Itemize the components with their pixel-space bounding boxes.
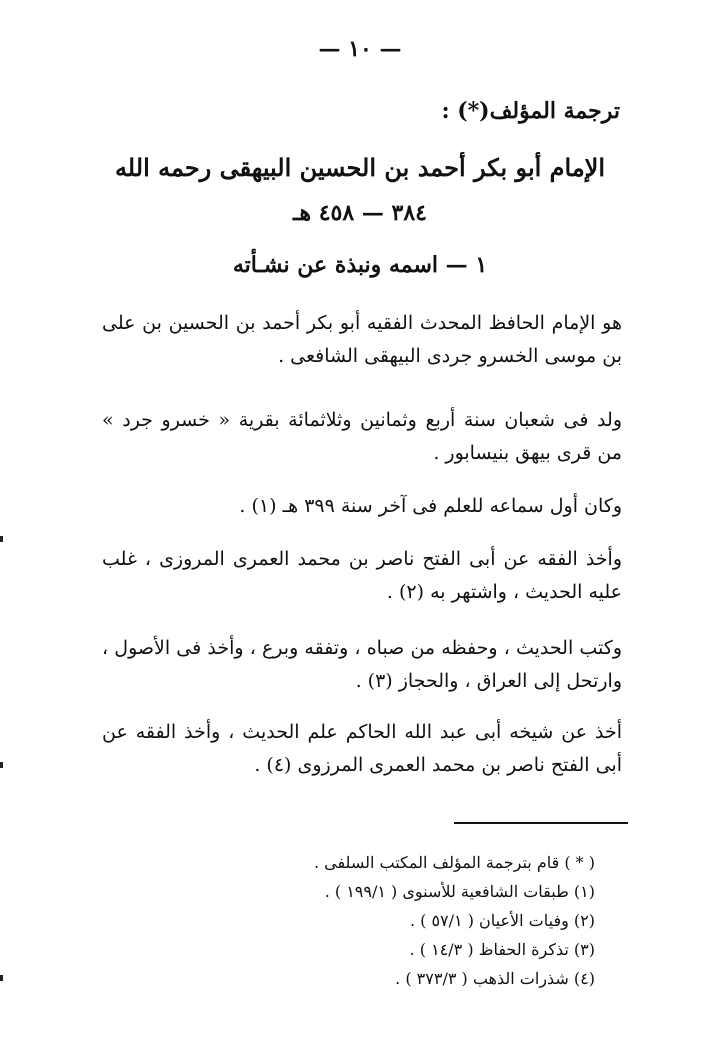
paragraph-3: وكان أول سماعه للعلم فى آخر سنة ٣٩٩ هـ (١) . <box>239 495 622 517</box>
chapter-subheading: ١ — اسمه ونبذة عن نشـأته <box>232 252 488 278</box>
scan-edge-mark <box>0 536 3 542</box>
page-number: — ١٠ — <box>318 36 402 62</box>
paragraph-4: وأخذ الفقه عن أبى الفتح ناصر بن محمد العمرى المروزى ، غلب عليه الحديث ، واشتهر به (٢) . <box>102 548 622 603</box>
author-name-title: الإمام أبو بكر أحمد بن الحسين البيهقى رحمه الله <box>114 153 606 182</box>
scan-edge-mark <box>0 762 3 768</box>
footnotes <box>165 848 595 993</box>
paragraph-1: هو الإمام الحافظ المحدث الفقيه أبو بكر أحمد بن الحسين بن على بن موسى الخسرو جردى البيهقى الشافعى . <box>102 312 622 367</box>
section-heading: ترجمة المؤلف(*) : <box>441 98 620 124</box>
paragraph-5: وكتب الحديث ، وحفظه من صباه ، وتفقه وبرع ، وأخذ فى الأصول ، وارتحل إلى العراق ، والحجاز (٣) . <box>102 637 622 692</box>
footnote-item: ( * ) قام بترجمة المؤلف المكتب السلفى . <box>313 853 595 872</box>
footnote-divider <box>454 822 628 824</box>
paragraph-6: أخذ عن شيخه أبى عبد الله الحاكم علم الحديث ، وأخذ الفقه عن أبى الفتح ناصر بن محمد العمرى المرزوى (٤) . <box>102 721 622 776</box>
footnote-item: (١) طبقات الشافعية للأسنوى ( ١٩٩/١ ) . <box>324 882 595 901</box>
footnote-item: (٣) تذكرة الحفاظ ( ١٤/٣ ) . <box>409 940 595 959</box>
footnote-item: (٤) شذرات الذهب ( ٣٧٣/٣ ) . <box>395 969 595 988</box>
author-dates: ٣٨٤ — ٤٥٨ هـ <box>293 200 427 226</box>
footnote-item: (٢) وفيات الأعيان ( ٥٧/١ ) . <box>409 911 595 930</box>
paragraph-2: ولد فى شعبان سنة أربع وثمانين وثلاثمائة بقرية « خسرو جرد » من قرى بيهق بنيسابور . <box>102 409 622 464</box>
scan-edge-mark <box>0 975 3 981</box>
